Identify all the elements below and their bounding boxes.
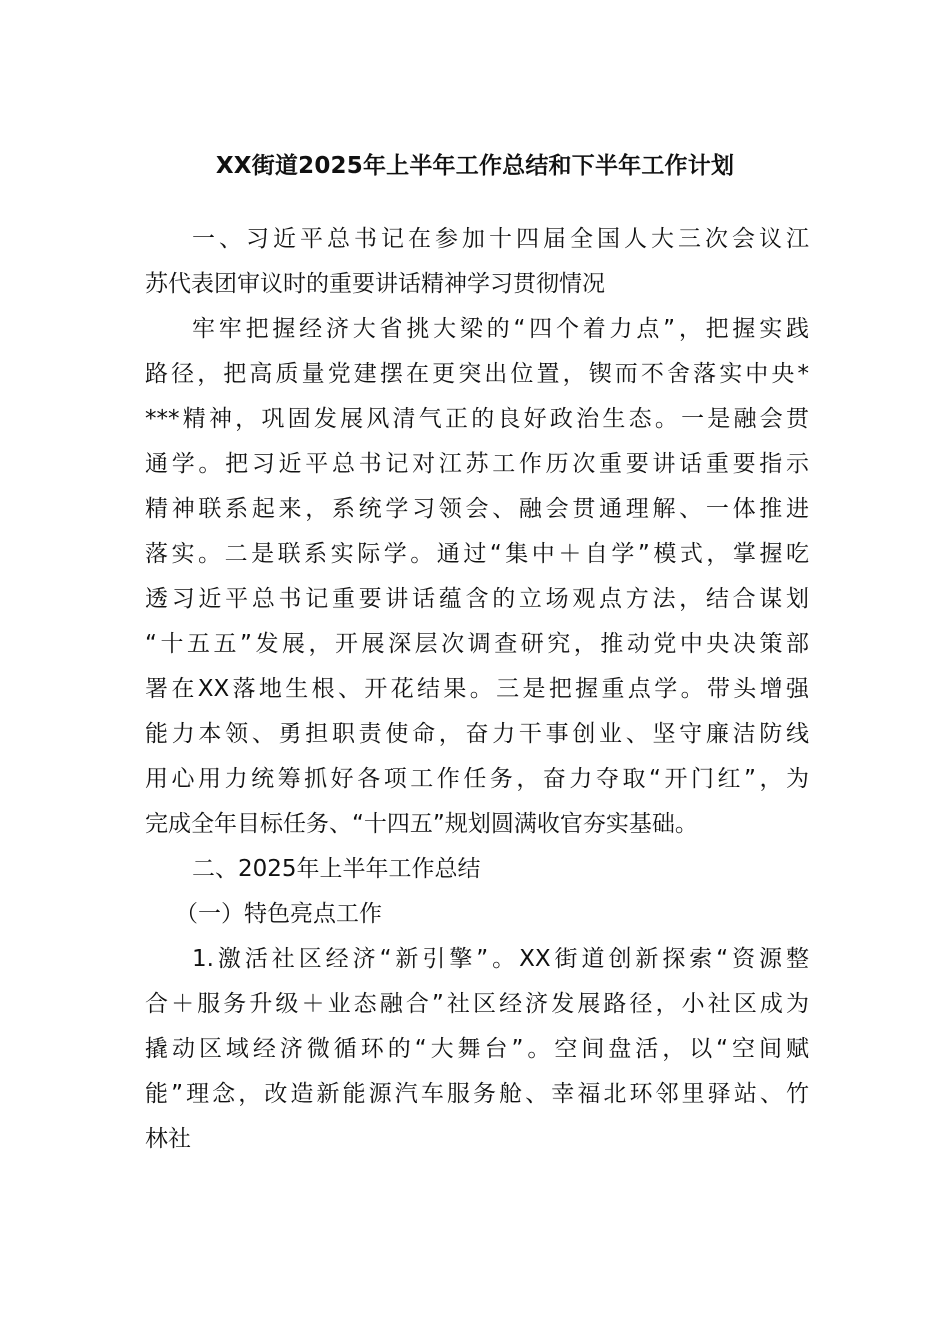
paragraph-line: 精神联系起来，系统学习领会、融会贯通理解、一体推进 [145, 496, 809, 522]
document-title: XX街道2025年上半年工作总结和下半年工作计划 [215, 153, 735, 179]
subsection-heading: （一）特色亮点工作 [175, 901, 382, 927]
paragraph-line: ***精神，巩固发展风清气正的良好政治生态。一是融会贯 [145, 406, 809, 432]
paragraph-line: 完成全年目标任务、“十四五”规划圆满收官夯实基础。 [145, 811, 698, 837]
paragraph-line: 落实。二是联系实际学。通过“集中＋自学”模式，掌握吃 [145, 541, 809, 567]
section-heading-1-line-1: 一、习近平总书记在参加十四届全国人大三次会议江 [192, 226, 809, 252]
paragraph-line: 用心用力统筹抓好各项工作任务，奋力夺取“开门红”，为 [145, 766, 809, 792]
paragraph-line: 通学。把习近平总书记对江苏工作历次重要讲话重要指示 [145, 451, 809, 477]
section-heading-2: 二、2025年上半年工作总结 [192, 856, 481, 882]
paragraph-line: 林社 [145, 1126, 191, 1152]
paragraph-line: 能”理念，改造新能源汽车服务舱、幸福北环邻里驿站、竹 [145, 1081, 809, 1107]
paragraph-line: 能力本领、勇担职责使命，奋力干事创业、坚守廉洁防线 [145, 721, 809, 747]
paragraph-line: “十五五”发展，开展深层次调查研究，推动党中央决策部 [145, 631, 809, 657]
paragraph-line: 路径，把高质量党建摆在更突出位置，锲而不舍落实中央* [145, 361, 809, 387]
paragraph-line: 撬动区域经济微循环的“大舞台”。空间盘活，以“空间赋 [145, 1036, 809, 1062]
paragraph-line: 1.激活社区经济“新引擎”。XX街道创新探索“资源整 [192, 946, 809, 972]
paragraph-line: 合＋服务升级＋业态融合”社区经济发展路径，小社区成为 [145, 991, 809, 1017]
section-heading-1-line-2: 苏代表团审议时的重要讲话精神学习贯彻情况 [145, 271, 605, 297]
paragraph-line: 署在XX落地生根、开花结果。三是把握重点学。带头增强 [145, 676, 809, 702]
paragraph-line: 牢牢把握经济大省挑大梁的“四个着力点”，把握实践 [192, 316, 809, 342]
document-body [145, 217, 809, 1162]
paragraph-line: 透习近平总书记重要讲话蕴含的立场观点方法，结合谋划 [145, 586, 809, 612]
